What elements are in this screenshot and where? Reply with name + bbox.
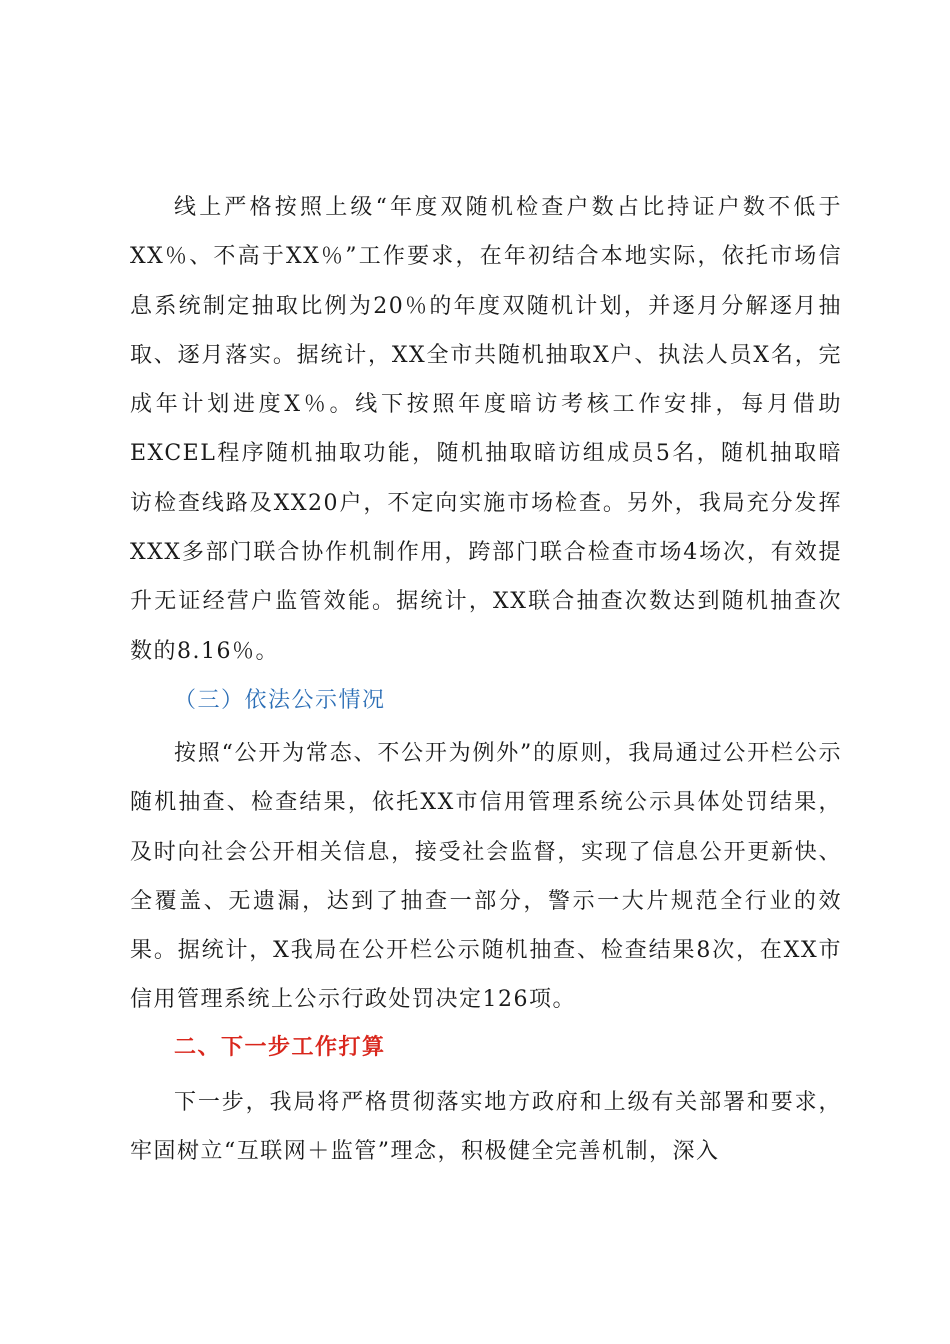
body-section-3 [130,1078,842,1177]
body-section-2 [130,729,842,1025]
paragraph-random-inspection: 线上严格按照上级“年度双随机检查户数占比持证户数不低于XX％、不高于XX％”工作要求，在年初结合本地实际，依托市场信息系统制定抽取比例为20％的年度双随机计划，并逐月分解逐月抽取、逐月落实。据统计，XX全市共随机抽取X户、执法人员X名，完成年计划进度X％。线下按照年度暗访考核工作安排，每月借助EXCEL程序随机抽取功能，随机抽取暗访组成员5名，随机抽取暗访检查线路及XX20户，不定向实施市场检查。另外，我局充分发挥XXX多部门联合协作机制作用，跨部门联合检查市场4场次，有效提升无证经营户监管效能。据统计，XX联合抽查次数达到随机抽查次数的8.16％。 [130,195,842,664]
subheading-public-disclosure: （三）依法公示情况 [174,688,386,713]
body-section-1 [130,183,842,676]
paragraph-next-steps: 下一步，我局将严格贯彻落实地方政府和上级有关部署和要求，牢固树立“互联网＋监管”理念，积极健全完善机制，深入 [130,1090,842,1165]
heading-next-steps: 二、下一步工作打算 [174,1035,386,1060]
paragraph-public-disclosure: 按照“公开为常态、不公开为例外”的原则，我局通过公开栏公示随机抽查、检查结果，依托XX市信用管理系统公示具体处罚结果，及时向社会公开相关信息，接受社会监督，实现了信息公开更新快、全覆盖、无遗漏，达到了抽查一部分，警示一大片规范全行业的效果。据统计，X我局在公开栏公示随机抽查、检查结果8次，在XX市信用管理系统上公示行政处罚决定126项。 [130,741,842,1013]
